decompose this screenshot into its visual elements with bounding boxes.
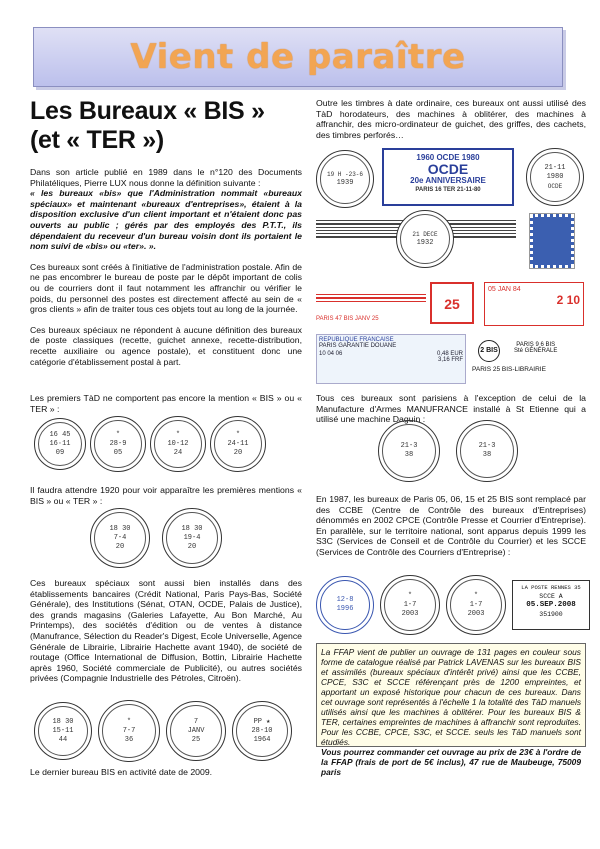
postmark-evreux-s3c: * 1-7 2003 — [446, 575, 506, 635]
illustration-row-1 — [316, 148, 588, 204]
left-paragraph-first-tad: Les premiers TàD ne comportent pas encore la mention « BIS » ou « TER » : — [30, 393, 302, 414]
red-meter-caption: PARIS 47 BIS JANV 25 — [316, 316, 379, 322]
red-meter-stamp: 25 — [430, 282, 474, 324]
librairie-line: PARIS 25 BIS-LIBRAIRIE — [472, 366, 546, 373]
left-paragraph-establishments: Ces bureaux spéciaux sont aussi bien installés dans des établissements bancaires (Crédit National, Paris Pays-Bas, Société Générale), des Institutions (Sénat, OTAN, OCDE, Palais de Justice), des grands magasins (Galeries Lafayette, Au Bon Marché, Au Printemps), des sociétés d'édition ou de ventes à distance (Manufrance, Sélection du Reader's Digest, Ecole Universelle, Agence Générale de Librairie, Librairie Hachette avant 1940), de société de routage (Office International de Diffusion, Bottin, Librairie Hachette après 1960, Société commerciale de Publicité), ou autres sociétés privées (Compagnie Industrielle des Pétroles, Citroën). — [30, 578, 302, 684]
postmark-ag-librairie: 18 30 19-4 20 — [162, 508, 222, 568]
illustration-wave-cancel — [316, 210, 588, 272]
paragraph-creation: Ces bureaux sont créés à l'initiative de l'administration postale. Afin de ne pas encombrer le bureau de poste par le dépôt important de colis ou de courriers dont il faut notamment les affranchir ou vérifier le poids, du personnel des postes est directement affecté au sein de « gros clients » afin de traiter tous ces objets tout au long de la journée. — [30, 261, 302, 315]
illustration-red-meters — [316, 280, 588, 330]
illustration-meter-labels — [316, 334, 588, 386]
postmark-palais-justice: * 24-11 20 — [210, 416, 266, 472]
publication-text: La FFAP vient de publier un ouvrage de 131 pages en couleur sous forme de catalogue réalisé par Patrick LAVENAS sur les bureaux BIS et assimilés (bureaux spéciaux d'intérêt privé) ainsi que les CCBE, CPCE, S3C et SCCE référençant près de 1200 empreintes, et apportant un exposé historique pour chacun de ces bureaux. Dans cet ouvrage sont représentés à l'échelle 1 la totalité des TàD manuels utilisés ainsi que les machines à oblitérer. Pour les bureaux BIS & TER, certaines empreintes de machines à affranchir sont reproduites. Pour les CCBE, CPCE, S3C, et SCCE. seuls les TàD manuels sont étudiés. — [321, 647, 581, 747]
left-column — [30, 97, 302, 367]
right-paragraph-ccbe: En 1987, les bureaux de Paris 05, 06, 15 et 25 BIS sont remplacé par des CCBE (Centre de Contrôle des bureaux d'Entreprises) dénommés en 2002 CPCE (Contrôle Presse et Courrier d'Entreprise). En parallèle, sur le territoire national, sont apparus depuis 1999 les S3C (Services de Conseil et de Contrôle du Courrier) et les SCCE (Services de Contrôle des Courriers d'Entreprise) : — [316, 494, 586, 557]
stamps-row-early — [34, 416, 266, 472]
postmark-bon-marche: 18 30 7-4 20 — [90, 508, 150, 568]
postmark-galeries-lafayette: * 7-7 36 — [98, 700, 160, 762]
header-banner — [33, 27, 563, 87]
postmark-st-etienne-1: 21-3 38 — [378, 420, 440, 482]
right-paragraph-manufrance: Tous ces bureaux sont parisiens à l'exception de celui de la Manufacture d'Armes MANUFRANCE installé à St Etienne qui a utilisé une machine Daguin : — [316, 393, 586, 425]
postmark-paris-16-ter: 21-11 1980 OCDE — [526, 148, 584, 206]
intro-text: Dans son article publié en 1989 dans le n°120 des Documents Philatéliques, Pierre LUX nous donne la définition suivante : — [30, 167, 302, 188]
postmark-senat: 16 45 16·11 09 — [34, 418, 86, 470]
la-poste-scce-label: LA POSTE RENNES 35 SCCE A 05.SEP.2008 351900 — [512, 580, 590, 630]
definition-quote: « les bureaux «bis» que l'Administration nommait «bureaux spéciaux» et maintenant «bureaux d'entreprises», étaient à la disposition exclusive d'un client important et n'étaient donc pas ouverts au public ; gérés par des employés des P.T.T., ils dépendaient du receveur d'un bureau voisin dont ils portaient le nom suivi de «bis» ou «ter». ». — [30, 188, 302, 252]
left-paragraph-last: Le dernier bureau BIS en activité date de 2009. — [30, 767, 213, 777]
postmark-cpce-aboukir: * 1-7 2003 — [380, 575, 440, 635]
garantie-meter: REPUBLIQUE FRANCAISE PARIS GARANTIE DOUANE 10 04 06 0,48 EUR 3,16 FRF — [316, 334, 466, 384]
postmark-paris-22b: * 28-9 05 — [90, 416, 146, 472]
postmark-paris-2-bis: 21 DECE 1932 — [396, 210, 454, 268]
banner-title: Vient de paraître — [130, 37, 466, 77]
red-meter-2: 05 JAN 84 2 10 — [484, 282, 584, 326]
left-paragraph-1920: Il faudra attendre 1920 pour voir apparaître les premières mentions « BIS » ou « TER » : — [30, 485, 302, 506]
postmark-paris-25-garantie: * 10-12 24 — [150, 416, 206, 472]
postmark-assemblee: 18 30 15-11 44 — [34, 702, 92, 760]
stamps-ccbe — [316, 575, 590, 635]
bis-badge: 2 BIS — [478, 340, 500, 362]
intro-paragraph — [30, 167, 302, 252]
order-info: Vous pourrez commander cet ouvrage au prix de 23€ à l'ordre de la FFAP (frais de port de 5€ inclus), 47 rue de Maubeuge, 75009 paris — [321, 747, 581, 777]
page-title — [30, 97, 302, 155]
ocde-cachet: 1960 OCDE 1980 OCDE 20e ANNIVERSAIRE PARIS 16 TER 21-11-80 — [382, 148, 514, 206]
stamps-row-companies — [34, 700, 292, 762]
semeuse-stamp — [530, 214, 574, 268]
title-line-1: Les Bureaux « BIS » — [30, 97, 265, 125]
postmark-societe-publicite: 7 JANV 25 — [166, 701, 226, 761]
paragraph-special: Ces bureaux spéciaux ne répondent à aucune définition des bureaux de poste classiques (recette, guichet annexe, recette-distribution, recette auxiliaire ou agence postale), et constituent donc une catégorie d'établissement postal à part. — [30, 324, 302, 367]
postmark-cpce-charles: 12-8 1996 — [316, 576, 374, 634]
stamps-row-1920 — [90, 508, 222, 568]
postmark-st-etienne-2: 21-3 38 — [456, 420, 518, 482]
sg-cachet: PARIS 9 6 BIS Sté GÉNÉRALE — [514, 342, 558, 354]
postmark-banque: 19 H -23-6 1939 — [316, 150, 374, 208]
postmark-bottin: PP ★ 28-10 1964 — [232, 701, 292, 761]
stamps-manufrance — [378, 420, 518, 482]
title-line-2: (et « TER ») — [30, 126, 164, 154]
right-paragraph-tad: Outre les timbres à date ordinaire, ces bureaux ont aussi utilisé des TàD horodateurs, des machines à oblitérer, des machines à affranchir, des micro-ordinateur de guichet, des griffes, des cachets, des timbres perforés… — [316, 98, 586, 140]
publication-notice-box — [316, 643, 586, 777]
